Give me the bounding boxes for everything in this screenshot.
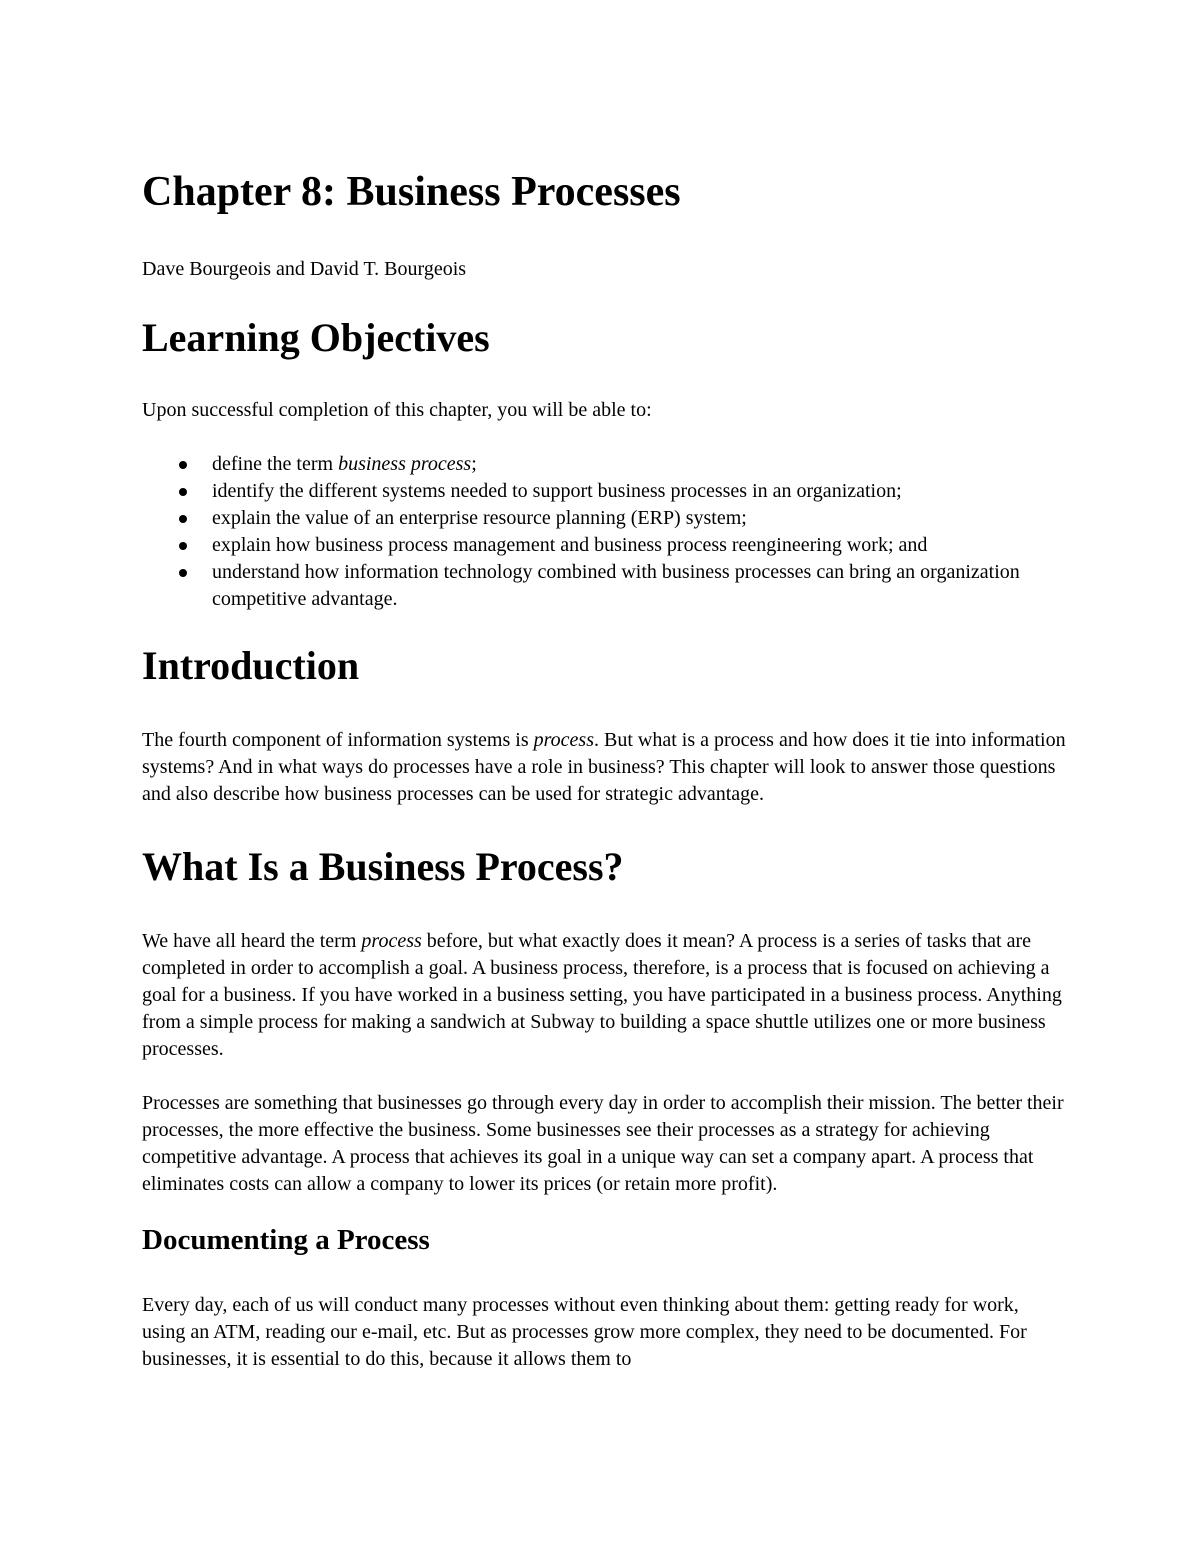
page-title: Chapter 8: Business Processes	[142, 169, 681, 215]
bullet-icon	[179, 515, 187, 523]
emphasis-text: business process	[338, 453, 472, 476]
heading-documenting-process: Documenting a Process	[142, 1224, 430, 1257]
heading-business-process: What Is a Business Process?	[142, 844, 624, 890]
list-item: understand how information technology combined with business processes can bring an organization competitive advantage.	[212, 559, 1067, 613]
heading-learning-objectives: Learning Objectives	[142, 315, 490, 361]
bullet-icon	[179, 569, 187, 577]
business-process-paragraph-2: Processes are something that businesses go through every day in order to accomplish their mission. The better their processes, the more effective the business. Some businesses see their processes as a strategy for achieving competitive advantage. A process that achieves its goal in a unique way can set a company apart. A process that eliminates costs can allow a company to lower its prices (or retain more profit).	[142, 1092, 1064, 1196]
introduction-paragraph: The fourth component of information systems is process. But what is a process and how does it tie into information systems? And in what ways do processes have a role in business? This chapter will look to answer those questions and also describe how business processes can be used for strategic advantage.	[142, 729, 1066, 806]
list-item: define the term business process;	[212, 451, 1067, 478]
documenting-paragraph: Every day, each of us will conduct many processes without even thinking about them: getting ready for work, using an ATM, reading our e-mail, etc. But as processes grow more complex, they need to be documented. For businesses, it is essential to do this, because it allows them to	[142, 1293, 1027, 1370]
bullet-icon	[179, 488, 187, 496]
list-item: identify the different systems needed to support business processes in an organization;	[212, 478, 1067, 505]
emphasis-text: process	[533, 729, 594, 752]
authors-line: Dave Bourgeois and David T. Bourgeois	[142, 258, 467, 281]
bullet-icon	[179, 461, 187, 469]
objectives-intro: Upon successful completion of this chapter, you will be able to:	[142, 399, 652, 422]
business-process-paragraph-1: We have all heard the term process before, but what exactly does it mean? A process is a series of tasks that are completed in order to accomplish a goal. A business process, therefore, is a process that is focused on achieving a goal for a business. If you have worked in a business setting, you have participated in a business process. Anything from a simple process for making a sandwich at Subway to building a space shuttle utilizes one or more business processes.	[142, 930, 1062, 1061]
heading-introduction: Introduction	[142, 643, 360, 689]
document-page	[142, 168, 1067, 1373]
emphasis-text: process	[361, 930, 422, 953]
list-item: explain the value of an enterprise resource planning (ERP) system;	[212, 505, 1067, 532]
bullet-icon	[179, 542, 187, 550]
objectives-list	[142, 451, 1067, 613]
list-item: explain how business process management and business process reengineering work; and	[212, 532, 1067, 559]
